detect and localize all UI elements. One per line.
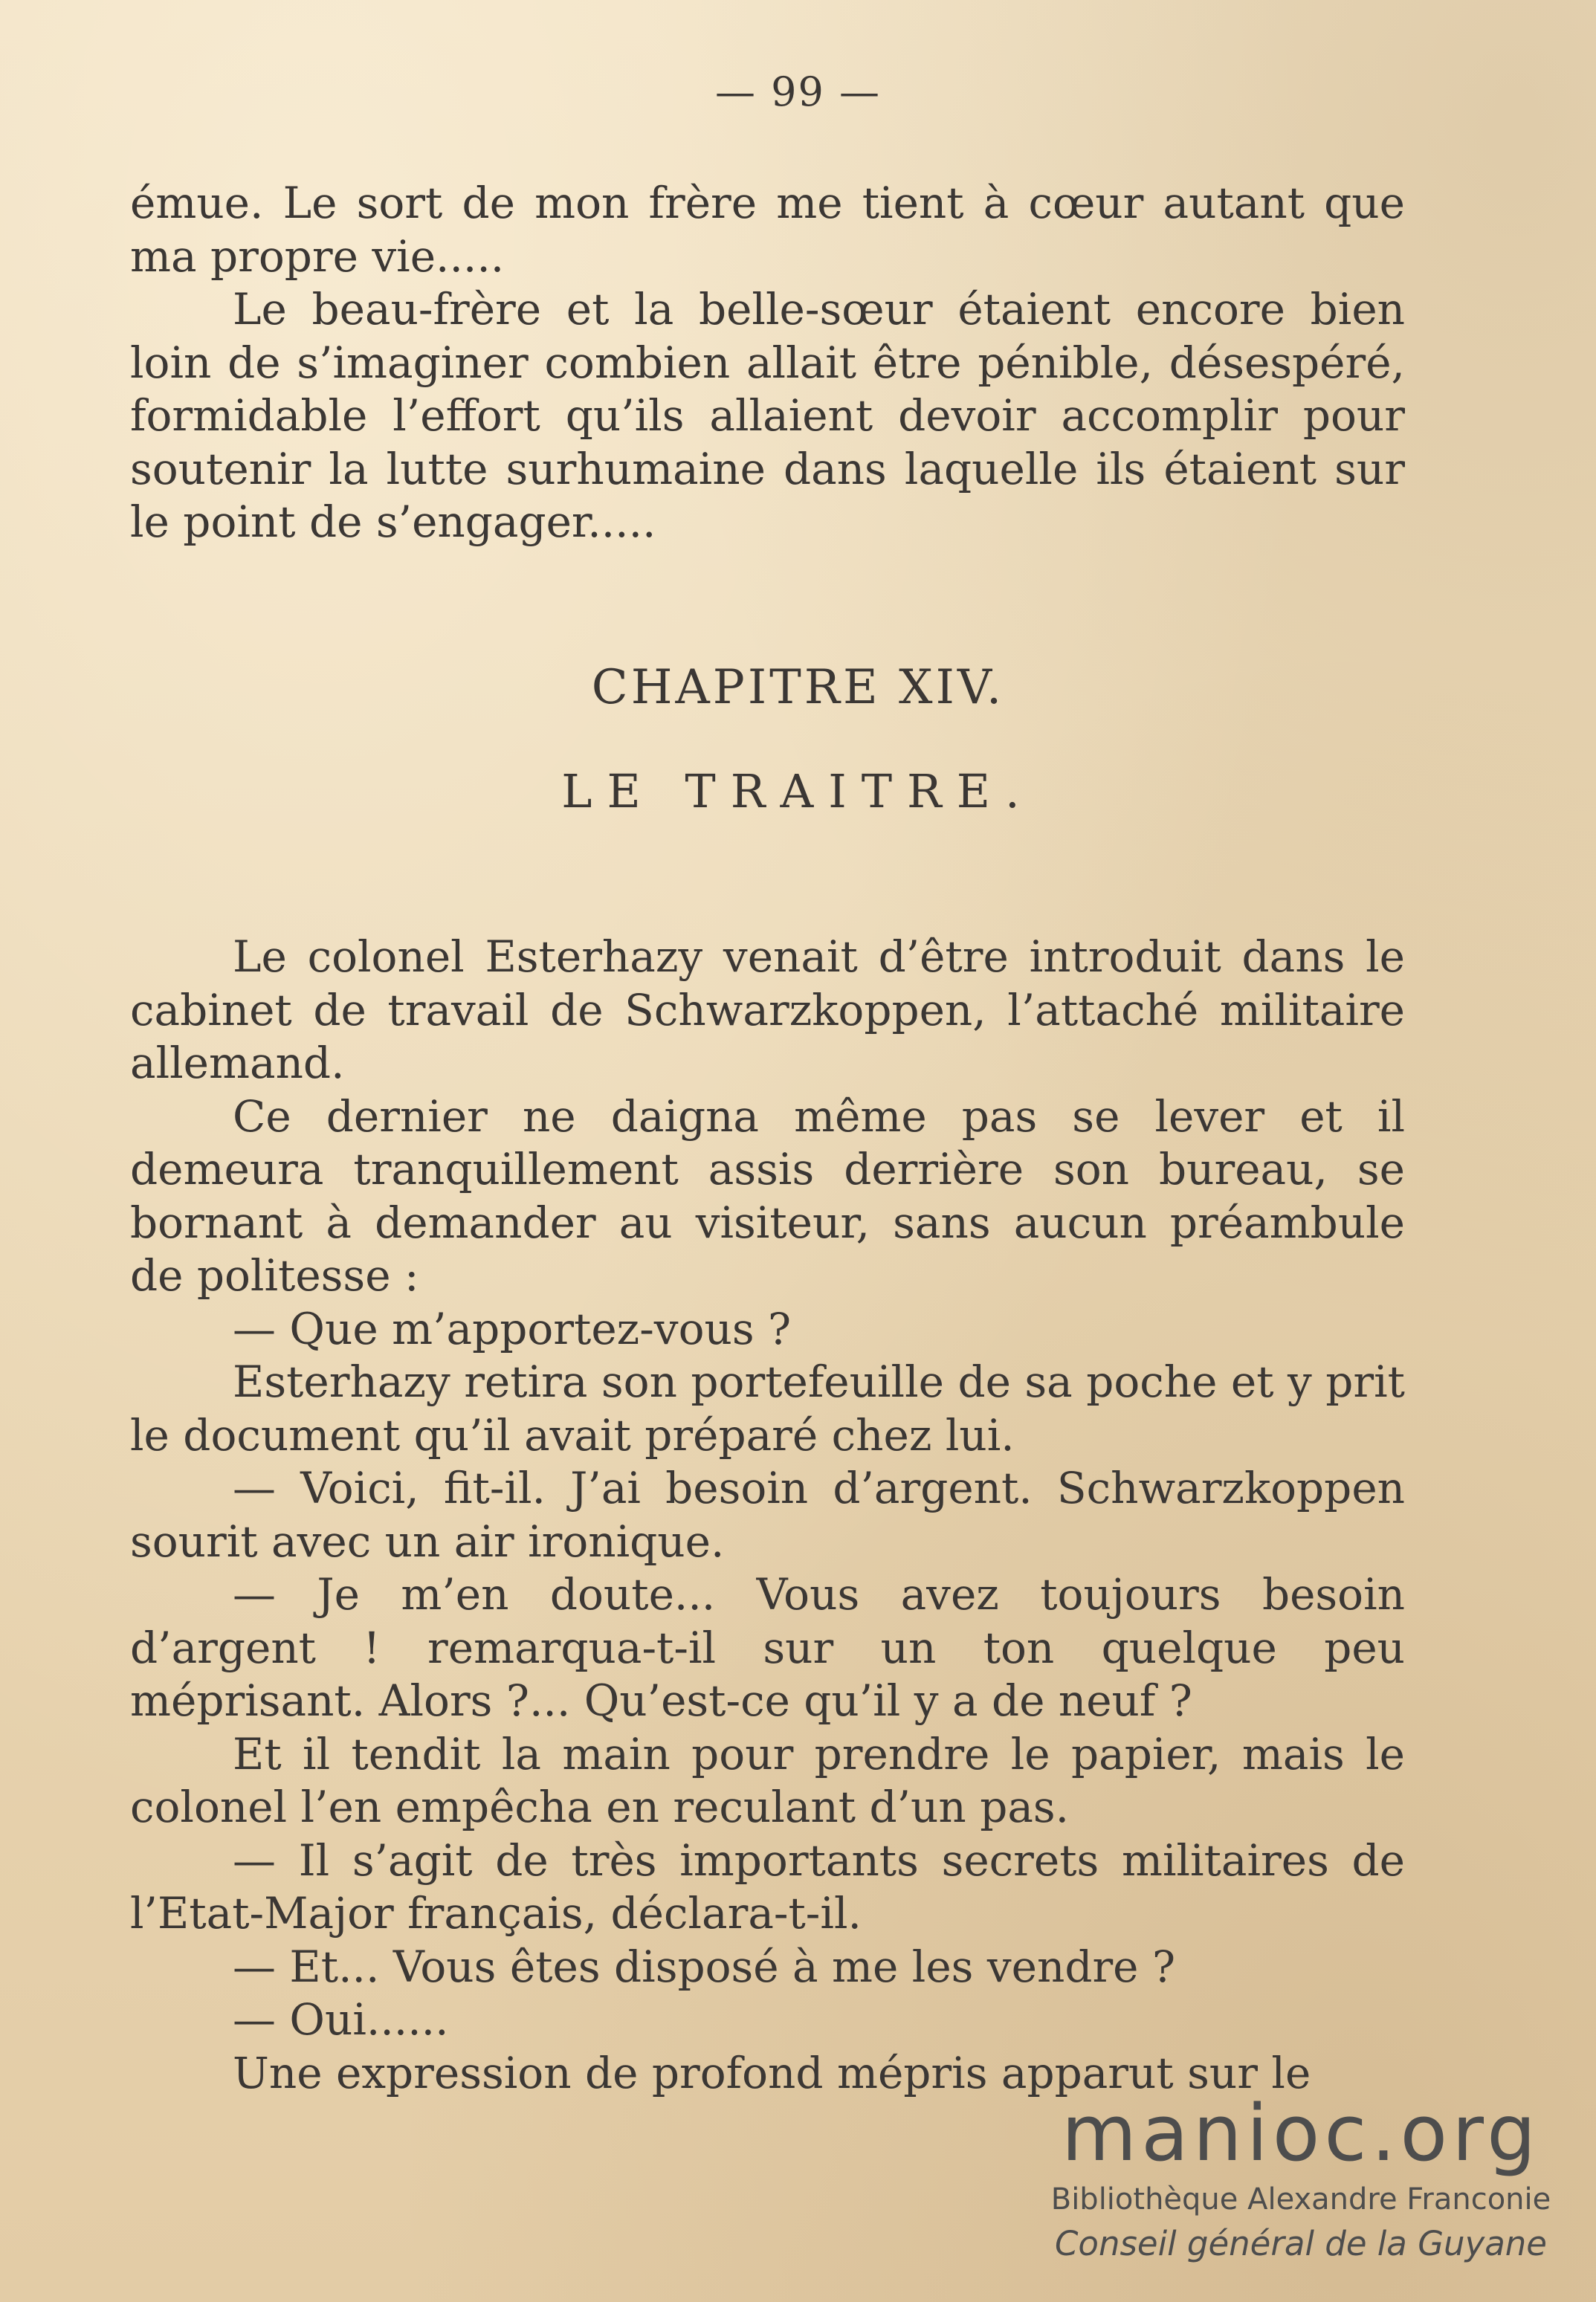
paragraph: Et il tendit la main pour prendre le papier, mais le colonel l’en empêcha en reculant d’un pas. bbox=[130, 1728, 1405, 1832]
paragraph: Le beau-frère et la belle-sœur étaient encore bien loin de s’imaginer combien allait être pénible, désespéré, formidable l’effort qu’ils allaient devoir accomplir pour soutenir la lutte surhumaine dans laquelle ils étaient sur le point de s’engager..... bbox=[130, 284, 1405, 547]
dialogue-line: — Je m’en doute... Vous avez toujours besoin d’argent ! remarqua-t-il sur un ton quelque peu méprisant. Alors ?... Qu’est-ce qu’il y a de neuf ? bbox=[130, 1569, 1405, 1726]
chapter-title: CHAPITRE XIV. bbox=[591, 660, 1005, 715]
dialogue-line: — Il s’agit de très importants secrets militaires de l’Etat-Major français, déclara-t-il. bbox=[130, 1834, 1405, 1939]
logo-wordmark: manioc.org bbox=[1061, 2088, 1541, 2179]
manioc-logo bbox=[1033, 2089, 1568, 2267]
text-block-intro bbox=[130, 177, 1405, 549]
logo-council-name: Conseil général de la Guyane bbox=[1055, 2224, 1547, 2263]
paragraph: Une expression de profond mépris apparut sur le bbox=[233, 2047, 1311, 2098]
paragraph: Ce dernier ne daigna même pas se lever et il demeura tranquillement assis derrière son bureau, se bornant à demander au visiteur, sans aucun préambule de politesse : bbox=[130, 1090, 1405, 1301]
text-block-chapter bbox=[130, 931, 1405, 2100]
dialogue-line: — Et... Vous êtes disposé à me les vendre ? bbox=[233, 1941, 1176, 1992]
dialogue-line: — Oui...... bbox=[233, 1994, 449, 2045]
dialogue-line: — Voici, fit-il. J’ai besoin d’argent. Schwarzkoppen sourit avec un air ironique. bbox=[130, 1463, 1405, 1567]
dialogue-line: — Que m’apportez-vous ? bbox=[233, 1303, 792, 1354]
logo-library-name: Bibliothèque Alexandre Franconie bbox=[1050, 2182, 1551, 2217]
page-number: — 99 — bbox=[714, 68, 882, 115]
paragraph: Le colonel Esterhazy venait d’être introduit dans le cabinet de travail de Schwarzkoppen, l’attaché militaire allemand. bbox=[130, 931, 1405, 1088]
paragraph: Esterhazy retira son portefeuille de sa poche et y prit le document qu’il avait préparé chez lui. bbox=[130, 1357, 1405, 1461]
chapter-subtitle: LE TRAITRE. bbox=[561, 764, 1035, 818]
paragraph: émue. Le sort de mon frère me tient à cœur autant que ma propre vie..... bbox=[130, 178, 1405, 282]
